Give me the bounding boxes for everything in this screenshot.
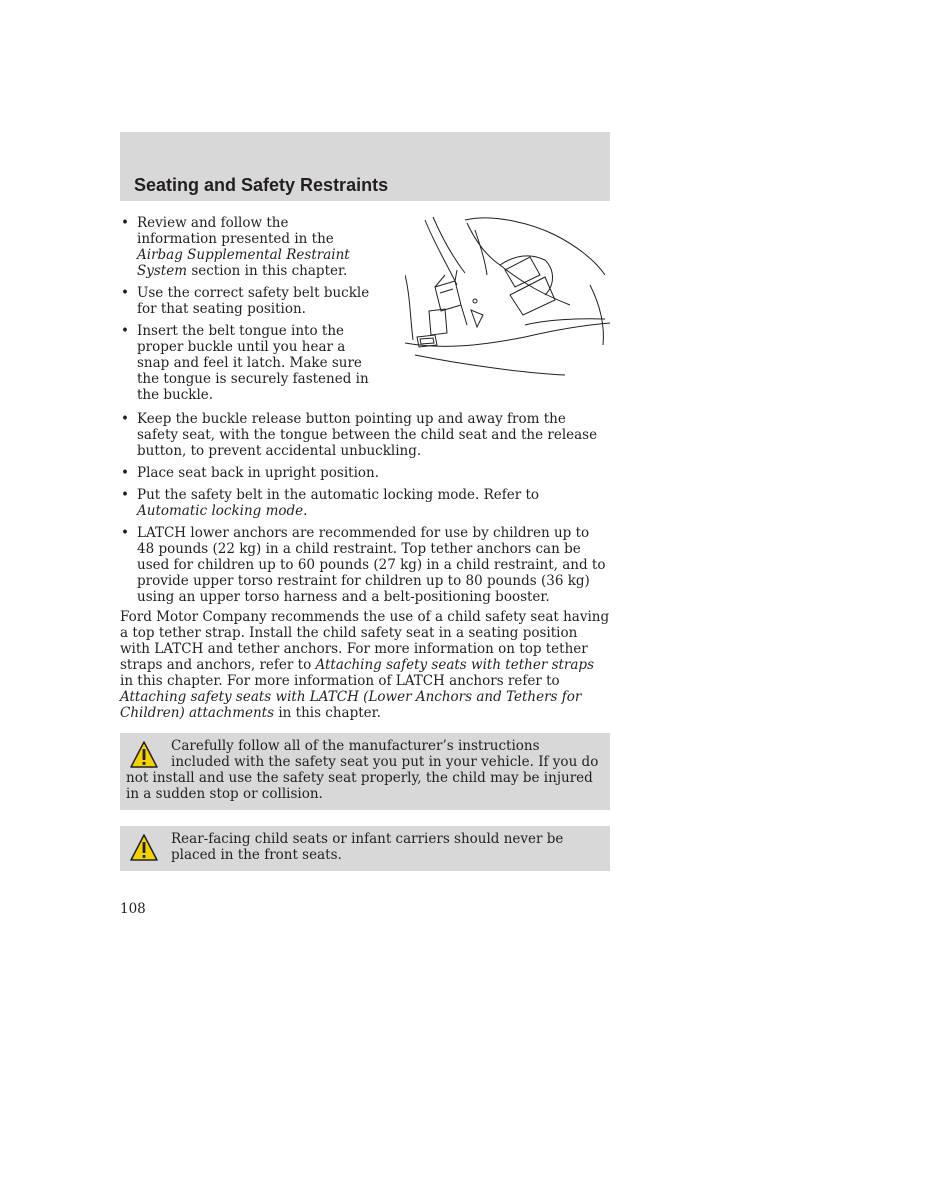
bullet-item: • Put the safety belt in the automatic locking mode. Refer to Automatic locking mode. [120, 487, 610, 519]
page-content [120, 215, 610, 871]
warning-triangle-icon [129, 833, 159, 863]
body-paragraph: Ford Motor Company recommends the use of a child safety seat having a top tether strap. Install the child safety seat in a seating position with LATCH and tether anchors. For more information on top tether straps and anchors, refer to Attaching safety seats with tether straps in this chapter. For more information of LATCH anchors refer to Attaching safety seats with LATCH (Lower Anchors and Tethers for Children) attachments in this chapter. [120, 609, 610, 721]
bullet-item: • Insert the belt tongue into the proper buckle until you hear a snap and feel it latch. Make sure the tongue is securely fastened in the buckle. [120, 323, 370, 403]
intro-bullet-list [120, 215, 370, 403]
warning-box [120, 733, 610, 810]
bullet-item: • Review and follow the information presented in the Airbag Supplemental Restraint System section in this chapter. [120, 215, 370, 279]
bullet-item: • LATCH lower anchors are recommended for use by children up to 48 pounds (22 kg) in a child restraint. Top tether anchors can be used for children up to 60 pounds (27 kg) in a child restraint, and to provide upper torso restraint for children up to 80 pounds (36 kg) using an upper torso harness and a belt-positioning booster. [120, 525, 610, 605]
bullet-list [120, 411, 610, 605]
warning-text: Rear-facing child seats or infant carriers should never be placed in the front seats. [171, 831, 564, 863]
page-number: 108 [120, 901, 146, 917]
bullet-item: • Keep the buckle release button pointing up and away from the safety seat, with the tongue between the child seat and the release button, to prevent accidental unbuckling. [120, 411, 610, 459]
warning-triangle-icon [129, 740, 159, 770]
seat-belt-buckle-illustration [405, 215, 610, 377]
bullet-item: • Place seat back in upright position. [120, 465, 610, 481]
warning-box [120, 826, 610, 871]
section-header [120, 132, 610, 201]
bullet-item: • Use the correct safety belt buckle for that seating position. [120, 285, 370, 317]
warning-text: Carefully follow all of the manufacturer’s instructions included with the safety seat you put in your vehicle. If you do not install and use the safety seat properly, the child may be injured in a sudden stop or collision. [126, 738, 599, 802]
section-title: Seating and Safety Restraints [134, 175, 389, 195]
intro-block [120, 215, 610, 411]
